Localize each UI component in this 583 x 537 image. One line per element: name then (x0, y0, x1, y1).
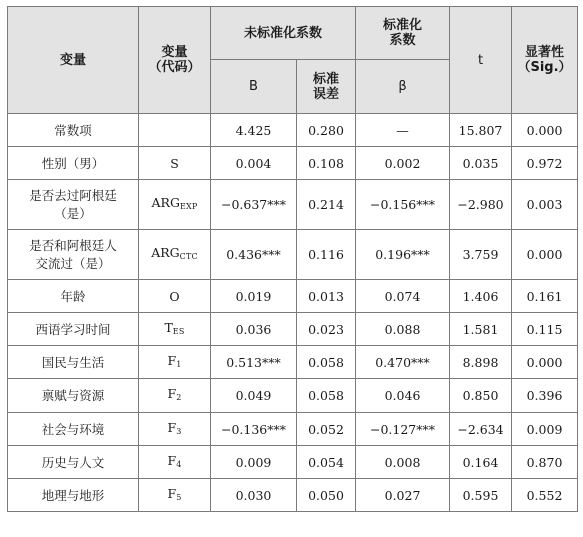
row-code: F5 (139, 479, 211, 512)
cell-se: 0.023 (297, 313, 356, 346)
cell-beta: 0.027 (356, 479, 450, 512)
table-row (8, 114, 578, 147)
header-beta: β (356, 60, 450, 114)
row-label: 禀赋与资源 (8, 379, 139, 413)
row-label: 西语学习时间 (8, 313, 139, 346)
cell-sig: 0.003 (512, 180, 578, 230)
row-label: 是否和阿根廷人 交流过（是） (8, 230, 139, 280)
cell-sig: 0.000 (512, 230, 578, 280)
cell-beta: — (356, 114, 450, 147)
cell-se: 0.058 (297, 346, 356, 379)
header-sig: 显著性 （Sig.） (512, 7, 578, 114)
row-label: 性别（男） (8, 147, 139, 180)
cell-se: 0.054 (297, 446, 356, 479)
cell-t: 3.759 (450, 230, 512, 280)
cell-B: 0.030 (211, 479, 297, 512)
row-code: ARGEXP (139, 180, 211, 230)
cell-sig: 0.161 (512, 280, 578, 313)
cell-se: 0.050 (297, 479, 356, 512)
cell-t: 1.406 (450, 280, 512, 313)
cell-beta: 0.196*** (356, 230, 450, 280)
cell-B: 0.049 (211, 379, 297, 413)
row-code: TES (139, 313, 211, 346)
header-t: t (450, 7, 512, 114)
regression-table (7, 6, 578, 512)
cell-se: 0.058 (297, 379, 356, 413)
cell-t: 0.595 (450, 479, 512, 512)
cell-sig: 0.870 (512, 446, 578, 479)
cell-B: −0.136*** (211, 413, 297, 446)
header-B: B (211, 60, 297, 114)
cell-sig: 0.000 (512, 114, 578, 147)
cell-B: −0.637*** (211, 180, 297, 230)
cell-t: 1.581 (450, 313, 512, 346)
table-header (8, 7, 578, 114)
cell-beta: 0.074 (356, 280, 450, 313)
table-row (8, 147, 578, 180)
cell-beta: 0.470*** (356, 346, 450, 379)
header-unstandardized: 未标准化系数 (211, 7, 356, 60)
cell-t: −2.980 (450, 180, 512, 230)
table-row (8, 379, 578, 413)
cell-sig: 0.115 (512, 313, 578, 346)
cell-sig: 0.552 (512, 479, 578, 512)
cell-beta: 0.046 (356, 379, 450, 413)
row-label: 历史与人文 (8, 446, 139, 479)
regression-table-container (7, 6, 578, 512)
cell-se: 0.214 (297, 180, 356, 230)
table-row (8, 479, 578, 512)
cell-B: 4.425 (211, 114, 297, 147)
cell-se: 0.108 (297, 147, 356, 180)
cell-B: 0.004 (211, 147, 297, 180)
row-code: S (139, 147, 211, 180)
header-variable: 变量 (8, 7, 139, 114)
cell-beta: 0.002 (356, 147, 450, 180)
row-label: 社会与环境 (8, 413, 139, 446)
row-code: F1 (139, 346, 211, 379)
cell-se: 0.280 (297, 114, 356, 147)
cell-B: 0.036 (211, 313, 297, 346)
table-row (8, 313, 578, 346)
cell-B: 0.436*** (211, 230, 297, 280)
table-row (8, 446, 578, 479)
cell-sig: 0.009 (512, 413, 578, 446)
row-code: F3 (139, 413, 211, 446)
row-label: 年龄 (8, 280, 139, 313)
table-row (8, 413, 578, 446)
cell-t: 15.807 (450, 114, 512, 147)
row-label: 常数项 (8, 114, 139, 147)
table-row (8, 346, 578, 379)
row-code: O (139, 280, 211, 313)
cell-beta: −0.127*** (356, 413, 450, 446)
cell-B: 0.513*** (211, 346, 297, 379)
table-row (8, 230, 578, 280)
cell-se: 0.013 (297, 280, 356, 313)
row-code: F2 (139, 379, 211, 413)
cell-sig: 0.396 (512, 379, 578, 413)
cell-B: 0.019 (211, 280, 297, 313)
cell-sig: 0.972 (512, 147, 578, 180)
row-code (139, 114, 211, 147)
table-row (8, 180, 578, 230)
cell-se: 0.052 (297, 413, 356, 446)
cell-t: 8.898 (450, 346, 512, 379)
cell-t: −2.634 (450, 413, 512, 446)
row-label: 地理与地形 (8, 479, 139, 512)
row-code: ARGCTC (139, 230, 211, 280)
cell-B: 0.009 (211, 446, 297, 479)
cell-t: 0.164 (450, 446, 512, 479)
header-standardized: 标准化 系数 (356, 7, 450, 60)
cell-t: 0.850 (450, 379, 512, 413)
cell-beta: −0.156*** (356, 180, 450, 230)
row-label: 是否去过阿根廷 （是） (8, 180, 139, 230)
cell-t: 0.035 (450, 147, 512, 180)
table-row (8, 280, 578, 313)
cell-beta: 0.008 (356, 446, 450, 479)
cell-beta: 0.088 (356, 313, 450, 346)
cell-se: 0.116 (297, 230, 356, 280)
header-code: 变量 （代码） (139, 7, 211, 114)
header-std-error: 标准 误差 (297, 60, 356, 114)
row-label: 国民与生活 (8, 346, 139, 379)
row-code: F4 (139, 446, 211, 479)
table-body (8, 114, 578, 512)
cell-sig: 0.000 (512, 346, 578, 379)
